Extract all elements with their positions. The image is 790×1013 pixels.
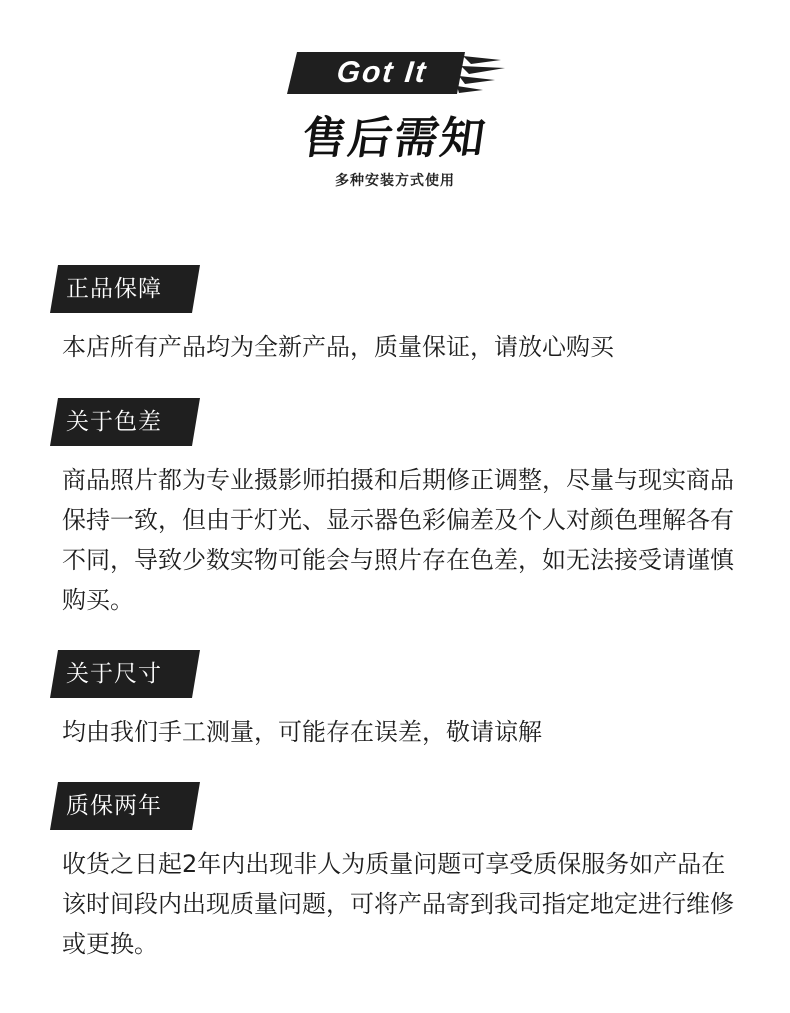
section-body: 商品照片都为专业摄影师拍摄和后期修正调整，尽量与现实商品保持一致，但由于灯光、显示器色彩偏差及个人对颜色理解各有不同，导致少数实物可能会与照片存在色差，如无法接受请谨慎购买。 (62, 466, 734, 614)
section-body: 均由我们手工测量，可能存在误差，敬请谅解 (62, 718, 542, 746)
section-tag (50, 398, 200, 446)
section-tag (50, 265, 200, 313)
header (0, 40, 790, 200)
section-tag-label: 正品保障 (66, 276, 162, 302)
section-warranty (50, 782, 750, 964)
section-size (50, 650, 750, 752)
section-tag (50, 782, 200, 830)
page-title: 售后需知 (298, 113, 490, 164)
section-color-difference (50, 398, 750, 620)
section-tag-label: 质保两年 (66, 793, 162, 819)
section-body: 本店所有产品均为全新产品，质量保证，请放心购买 (62, 333, 614, 361)
section-body: 收货之日起2年内出现非人为质量问题可享受质保服务如产品在该时间段内出现质量问题，可将产品寄到我司指定地定进行维修或更换。 (62, 850, 734, 958)
section-tag (50, 650, 200, 698)
badge-text: Got It (335, 56, 429, 89)
section-genuine (50, 265, 750, 367)
section-tag-label: 关于尺寸 (66, 661, 162, 687)
section-tag-label: 关于色差 (66, 409, 162, 435)
page-subtitle: 多种安装方式使用 (335, 173, 455, 189)
got-it-badge (287, 52, 507, 100)
